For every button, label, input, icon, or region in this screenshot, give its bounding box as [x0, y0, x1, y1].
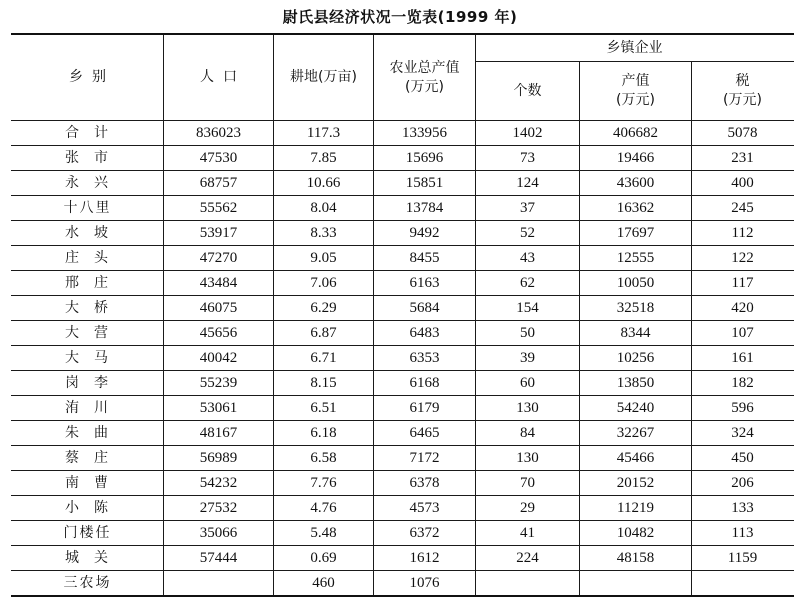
header-township: 乡 别: [12, 34, 164, 121]
farmland-cell: 6.18: [274, 421, 374, 446]
table-row: [12, 571, 794, 597]
agri-output-cell: 6163: [374, 271, 476, 296]
farmland-cell: 6.71: [274, 346, 374, 371]
farmland-cell: 7.06: [274, 271, 374, 296]
township-cell: 洧 川: [12, 396, 164, 421]
township-cell: 永 兴: [12, 171, 164, 196]
farmland-cell: 10.66: [274, 171, 374, 196]
enterprise-output-cell: 406682: [580, 121, 692, 146]
enterprise-count-cell: 37: [476, 196, 580, 221]
tax-cell: 117: [692, 271, 794, 296]
header-population: 人 口: [164, 34, 274, 121]
township-cell: 大 营: [12, 321, 164, 346]
header-agri-output-line2: (万元): [405, 78, 444, 95]
township-cell: 水 坡: [12, 221, 164, 246]
township-cell: 邢 庄: [12, 271, 164, 296]
enterprise-count-cell: 41: [476, 521, 580, 546]
township-cell: 十八里: [12, 196, 164, 221]
population-cell: 40042: [164, 346, 274, 371]
farmland-cell: 460: [274, 571, 374, 597]
table-row: [12, 196, 794, 221]
enterprise-count-cell: 130: [476, 446, 580, 471]
tax-cell: 161: [692, 346, 794, 371]
farmland-cell: 8.04: [274, 196, 374, 221]
header-agri-output: [374, 34, 476, 121]
enterprise-count-cell: 50: [476, 321, 580, 346]
header-enterprise-output: [580, 62, 692, 121]
enterprise-count-cell: 73: [476, 146, 580, 171]
table-row: [12, 321, 794, 346]
tax-cell: 5078: [692, 121, 794, 146]
enterprise-output-cell: 48158: [580, 546, 692, 571]
population-cell: 48167: [164, 421, 274, 446]
farmland-cell: 9.05: [274, 246, 374, 271]
population-cell: 836023: [164, 121, 274, 146]
header-enterprise-output-line1: 产值: [621, 73, 650, 89]
enterprise-count-cell: 70: [476, 471, 580, 496]
table-row: [12, 421, 794, 446]
population-cell: [164, 571, 274, 597]
population-cell: 68757: [164, 171, 274, 196]
enterprise-output-cell: 16362: [580, 196, 692, 221]
township-cell: 小 陈: [12, 496, 164, 521]
enterprise-output-cell: 12555: [580, 246, 692, 271]
enterprise-count-cell: 39: [476, 346, 580, 371]
population-cell: 47530: [164, 146, 274, 171]
enterprise-output-cell: 43600: [580, 171, 692, 196]
township-cell: 南 曹: [12, 471, 164, 496]
tax-cell: 107: [692, 321, 794, 346]
table-row: [12, 271, 794, 296]
township-cell: 大 马: [12, 346, 164, 371]
agri-output-cell: 4573: [374, 496, 476, 521]
tax-cell: [692, 571, 794, 597]
table-row: [12, 446, 794, 471]
enterprise-output-cell: 19466: [580, 146, 692, 171]
agri-output-cell: 13784: [374, 196, 476, 221]
agri-output-cell: 7172: [374, 446, 476, 471]
enterprise-output-cell: 54240: [580, 396, 692, 421]
enterprise-output-cell: 32267: [580, 421, 692, 446]
township-cell: 岗 李: [12, 371, 164, 396]
tax-cell: 231: [692, 146, 794, 171]
table-row: [12, 246, 794, 271]
farmland-cell: 8.15: [274, 371, 374, 396]
tax-cell: 420: [692, 296, 794, 321]
agri-output-cell: 6179: [374, 396, 476, 421]
enterprise-output-cell: 20152: [580, 471, 692, 496]
agri-output-cell: 6372: [374, 521, 476, 546]
enterprise-output-cell: 17697: [580, 221, 692, 246]
enterprise-count-cell: 154: [476, 296, 580, 321]
township-cell: 三农场: [12, 571, 164, 597]
header-enterprise-group: 乡镇企业: [476, 34, 794, 62]
table-row: [12, 221, 794, 246]
enterprise-count-cell: 130: [476, 396, 580, 421]
population-cell: 53917: [164, 221, 274, 246]
table-row: [12, 496, 794, 521]
tax-cell: 206: [692, 471, 794, 496]
population-cell: 47270: [164, 246, 274, 271]
table-row: [12, 146, 794, 171]
header-tax-line2: (万元): [723, 92, 762, 108]
header-farmland: 耕地(万亩): [274, 34, 374, 121]
agri-output-cell: 9492: [374, 221, 476, 246]
tax-cell: 112: [692, 221, 794, 246]
enterprise-count-cell: 29: [476, 496, 580, 521]
population-cell: 53061: [164, 396, 274, 421]
tax-cell: 596: [692, 396, 794, 421]
tax-cell: 122: [692, 246, 794, 271]
population-cell: 55239: [164, 371, 274, 396]
tax-cell: 400: [692, 171, 794, 196]
farmland-cell: 5.48: [274, 521, 374, 546]
township-cell: 庄 头: [12, 246, 164, 271]
table-row: [12, 471, 794, 496]
enterprise-output-cell: [580, 571, 692, 597]
township-cell: 城 关: [12, 546, 164, 571]
population-cell: 35066: [164, 521, 274, 546]
township-cell: 门楼任: [12, 521, 164, 546]
population-cell: 55562: [164, 196, 274, 221]
agri-output-cell: 15851: [374, 171, 476, 196]
table-row: [12, 396, 794, 421]
tax-cell: 1159: [692, 546, 794, 571]
enterprise-output-cell: 8344: [580, 321, 692, 346]
header-agri-output-line1: 农业总产值: [389, 59, 460, 76]
enterprise-output-cell: 32518: [580, 296, 692, 321]
enterprise-output-cell: 10050: [580, 271, 692, 296]
tax-cell: 450: [692, 446, 794, 471]
agri-output-cell: 15696: [374, 146, 476, 171]
enterprise-output-cell: 10256: [580, 346, 692, 371]
enterprise-output-cell: 10482: [580, 521, 692, 546]
population-cell: 56989: [164, 446, 274, 471]
agri-output-cell: 133956: [374, 121, 476, 146]
enterprise-output-cell: 45466: [580, 446, 692, 471]
economy-table: [11, 33, 794, 597]
enterprise-count-cell: 43: [476, 246, 580, 271]
tax-cell: 182: [692, 371, 794, 396]
table-row: [12, 346, 794, 371]
township-cell: 蔡 庄: [12, 446, 164, 471]
population-cell: 43484: [164, 271, 274, 296]
agri-output-cell: 6378: [374, 471, 476, 496]
township-cell: 合 计: [12, 121, 164, 146]
page-title: 尉氏县经济状况一览表(1999 年): [282, 8, 518, 26]
agri-output-cell: 8455: [374, 246, 476, 271]
enterprise-output-cell: 11219: [580, 496, 692, 521]
township-cell: 朱 曲: [12, 421, 164, 446]
agri-output-cell: 5684: [374, 296, 476, 321]
enterprise-count-cell: 124: [476, 171, 580, 196]
agri-output-cell: 6168: [374, 371, 476, 396]
population-cell: 45656: [164, 321, 274, 346]
table-row: [12, 546, 794, 571]
township-cell: 张 市: [12, 146, 164, 171]
agri-output-cell: 1612: [374, 546, 476, 571]
farmland-cell: 4.76: [274, 496, 374, 521]
township-cell: 大 桥: [12, 296, 164, 321]
enterprise-count-cell: 52: [476, 221, 580, 246]
tax-cell: 113: [692, 521, 794, 546]
table-row: [12, 171, 794, 196]
header-tax: [692, 62, 794, 121]
farmland-cell: 6.87: [274, 321, 374, 346]
agri-output-cell: 6353: [374, 346, 476, 371]
population-cell: 57444: [164, 546, 274, 571]
header-tax-line1: 税: [735, 73, 750, 89]
farmland-cell: 6.58: [274, 446, 374, 471]
table-body: [12, 121, 794, 597]
population-cell: 46075: [164, 296, 274, 321]
table-row: [12, 371, 794, 396]
agri-output-cell: 6465: [374, 421, 476, 446]
enterprise-count-cell: 60: [476, 371, 580, 396]
enterprise-count-cell: 224: [476, 546, 580, 571]
farmland-cell: 0.69: [274, 546, 374, 571]
tax-cell: 245: [692, 196, 794, 221]
population-cell: 54232: [164, 471, 274, 496]
farmland-cell: 7.85: [274, 146, 374, 171]
tax-cell: 324: [692, 421, 794, 446]
tax-cell: 133: [692, 496, 794, 521]
enterprise-count-cell: [476, 571, 580, 597]
table-row: [12, 296, 794, 321]
farmland-cell: 6.51: [274, 396, 374, 421]
table-row-total: [12, 121, 794, 146]
farmland-cell: 8.33: [274, 221, 374, 246]
farmland-cell: 7.76: [274, 471, 374, 496]
farmland-cell: 117.3: [274, 121, 374, 146]
enterprise-output-cell: 13850: [580, 371, 692, 396]
agri-output-cell: 1076: [374, 571, 476, 597]
agri-output-cell: 6483: [374, 321, 476, 346]
farmland-cell: 6.29: [274, 296, 374, 321]
header-enterprise-output-line2: (万元): [616, 92, 655, 108]
enterprise-count-cell: 84: [476, 421, 580, 446]
enterprise-count-cell: 1402: [476, 121, 580, 146]
enterprise-count-cell: 62: [476, 271, 580, 296]
header-enterprise-count: 个数: [476, 62, 580, 121]
population-cell: 27532: [164, 496, 274, 521]
table-row: [12, 521, 794, 546]
